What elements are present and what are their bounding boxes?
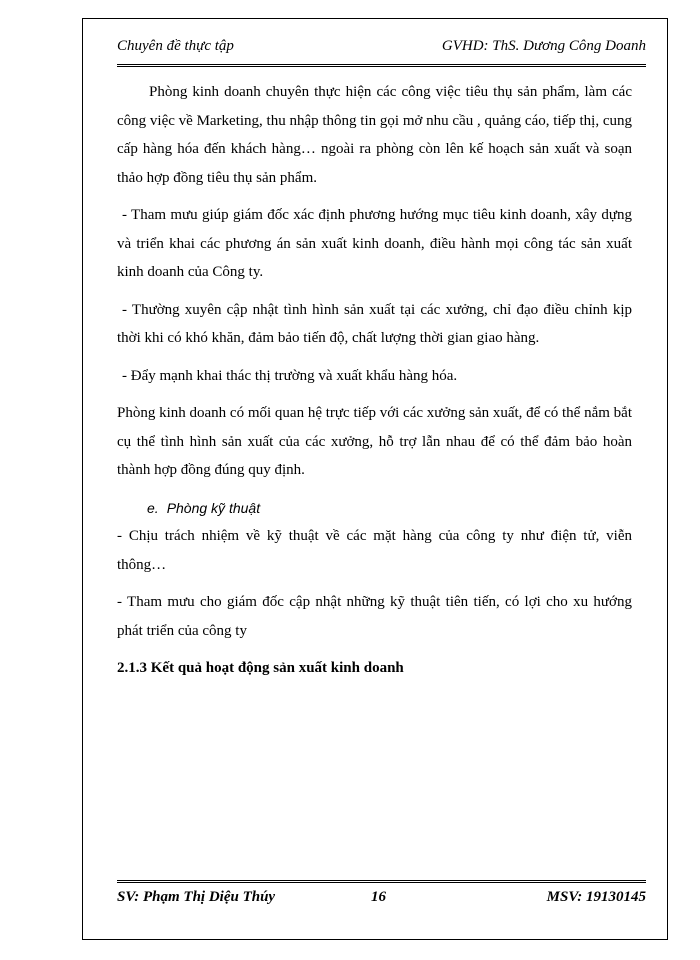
header-advisor: GVHD: ThS. Dương Công Doanh (441, 38, 646, 54)
subsection-title: Phòng kỹ thuật (166, 499, 261, 516)
paragraph-tech-responsibility: - Chịu trách nhiệm về kỹ thuật về các mặt hàng của công ty như điện tử, viễn thông… (117, 528, 632, 573)
page-body (117, 78, 632, 692)
page-header (117, 38, 646, 67)
footer-page-number: 16 (371, 889, 386, 905)
paragraph-advise-director: - Tham mưu giúp giám đốc xác định phương hướng mục tiêu kinh doanh, xây dựng và triển khai các phương án sản xuất kinh doanh, điều hành mọi công tác sản xuất kinh doanh của Công ty. (117, 207, 632, 280)
footer-student-name: SV: Phạm Thị Diệu Thúy (117, 889, 276, 905)
paragraph-sales-relationship: Phòng kinh doanh có mối quan hệ trực tiếp với các xưởng sản xuất, để có thể nắm bắt cụ thể tình hình sản xuất của các xưởng, hỗ trợ lẫn nhau để có thể đảm bảo hoàn thành hợp đồng đúng quy định. (117, 405, 632, 478)
subsection-heading (117, 494, 632, 523)
paragraph-market-export: - Đẩy mạnh khai thác thị trường và xuất khẩu hàng hóa. (122, 367, 458, 384)
subsection-label: e. (147, 499, 159, 516)
page-footer (117, 880, 646, 915)
paragraph-update-production: - Thường xuyên cập nhật tình hình sản xuất tại các xưởng, chỉ đạo điều chỉnh kịp thời khi có khó khăn, đảm bảo tiến độ, chất lượng thời gian giao hàng. (117, 301, 632, 346)
section-heading: 2.1.3 Kết quả hoạt động sản xuất kinh doanh (117, 660, 404, 676)
footer-student-id: MSV: 19130145 (546, 889, 646, 905)
paragraph-sales-intro: Phòng kinh doanh chuyên thực hiện các công việc tiêu thụ sản phẩm, làm các công việc về Marketing, thu nhập thông tin gọi mở nhu cầu , quảng cáo, tiếp thị, cung cấp hàng hóa đến khách hàng… ngoài ra phòng còn lên kế hoạch sản xuất và soạn thảo hợp đồng tiêu thụ sản phẩm. (117, 84, 632, 186)
header-course-title: Chuyên đề thực tập (117, 38, 234, 54)
paragraph-tech-advise: - Tham mưu cho giám đốc cập nhật những kỹ thuật tiên tiến, có lợi cho xu hướng phát triển của công ty (117, 594, 632, 639)
